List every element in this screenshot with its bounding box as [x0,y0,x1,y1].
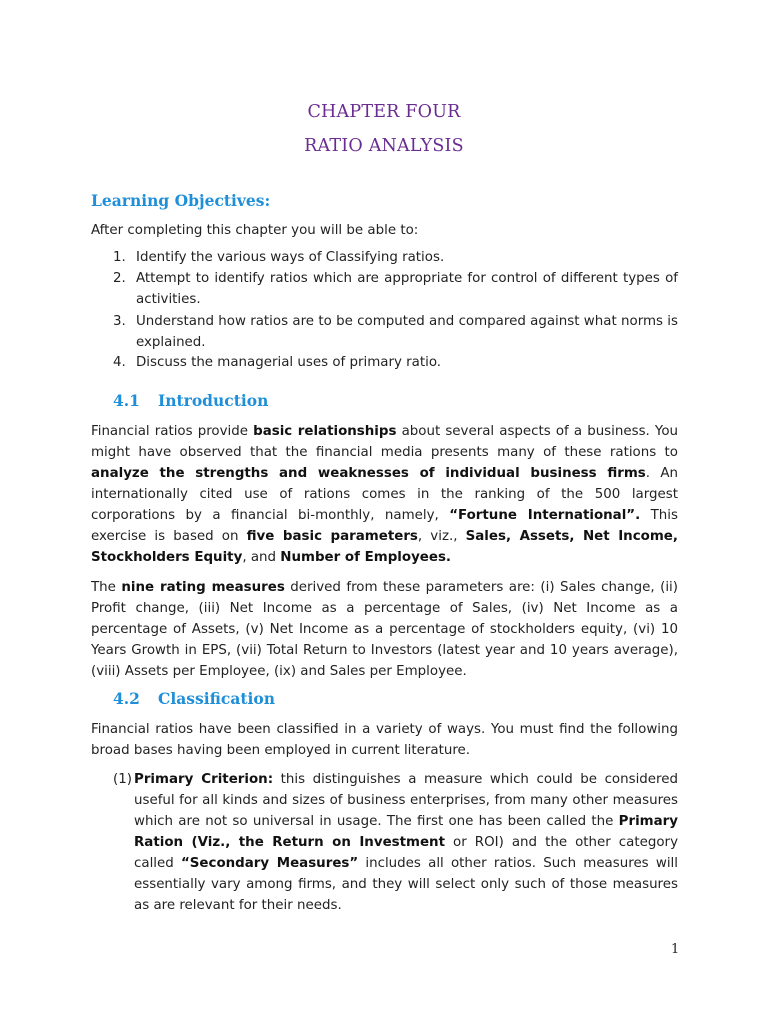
bold-run: five basic parameters [246,529,418,544]
introduction-paragraph-1 [91,421,678,568]
text-run: derived from these parameters are: (i) Sales change, (ii) Profit change, (iii) Net Income as a percentage of Sales, (iv) Net Income as a percentage of Assets, (v) Net Income as a percentage of stockholders equity, (vi) 10 Years Growth in EPS, (vii) Total Return to Investors (latest year and 10 years average), (viii) Assets per Employee, (ix) and Sales per Employee. [91,580,679,679]
objective-item [113,268,678,310]
bold-run: Number of Employees. [280,550,452,565]
bold-run: “Secondary Measures” [180,856,359,871]
item-number: (1) [113,772,132,787]
bold-run: “Fortune International”. [449,508,641,523]
text-run: , viz., [417,529,466,544]
bold-run: Primary Criterion: [134,772,274,787]
objective-number: 3. [113,314,126,329]
learning-objectives-heading: Learning Objectives: [91,191,271,210]
bold-run: Sales, Assets, Net Income, Stockholders Equity [91,529,678,565]
objective-text: Identify the various ways of Classifying ratios. [136,250,445,265]
classification-paragraph: Financial ratios have been classified in a variety of ways. You must find the following broad bases having been employed in current literature. [91,722,678,758]
section-title: Classification [158,689,276,708]
text-run: , and [242,550,281,565]
text-run: about several aspects of a business. You might have observed that the financial media presents many of these rations to [91,424,679,460]
section-number: 4.2 [113,689,140,708]
bold-run: Primary Ration (Viz., the Return on Investment [134,814,678,850]
text-run: The [91,580,122,595]
objective-number: 4. [113,355,126,370]
introduction-paragraph-2 [91,577,678,682]
chapter-title: RATIO ANALYSIS [304,136,464,156]
item-text [134,769,678,916]
objectives-intro: After completing this chapter you will be able to: [91,223,419,238]
bold-run: basic relationships [253,424,397,439]
text-run: This exercise is based on [91,508,678,544]
section-title: Introduction [158,391,269,410]
objective-text: Discuss the managerial uses of primary ratio. [136,355,442,370]
bold-run: analyze the strengths and weaknesses of individual business firms [91,466,646,481]
objective-item [113,247,678,268]
objective-number: 1. [113,250,126,265]
objective-item [113,311,678,353]
objective-text: Understand how ratios are to be computed and compared against what norms is explained. [136,314,678,350]
text-run: . An internationally cited use of rations comes in the ranking of the 500 largest corporations by a financial bi-monthly, namely, [91,466,678,523]
section-heading-introduction [113,391,268,410]
objective-text: Attempt to identify ratios which are appropriate for control of different types of activities. [136,271,678,307]
objective-item [113,352,678,373]
text-run: Financial ratios provide [91,424,254,439]
classification-item [113,769,678,916]
bold-run: nine rating measures [121,580,285,595]
section-heading-classification [113,689,275,708]
text-run: or ROI) and the other category called [134,835,678,871]
objective-number: 2. [113,271,126,286]
page-number: 1 [671,942,680,957]
text-run: includes all other ratios. Such measures will essentially vary among firms, and they will select only such of those measures as are relevant for their needs. [134,856,678,913]
chapter-label: CHAPTER FOUR [307,102,461,122]
section-number: 4.1 [113,391,140,410]
text-run: this distinguishes a measure which could be considered useful for all kinds and sizes of business enterprises, from many other measures which are not so universal in usage. The first one has been called the [134,772,678,829]
